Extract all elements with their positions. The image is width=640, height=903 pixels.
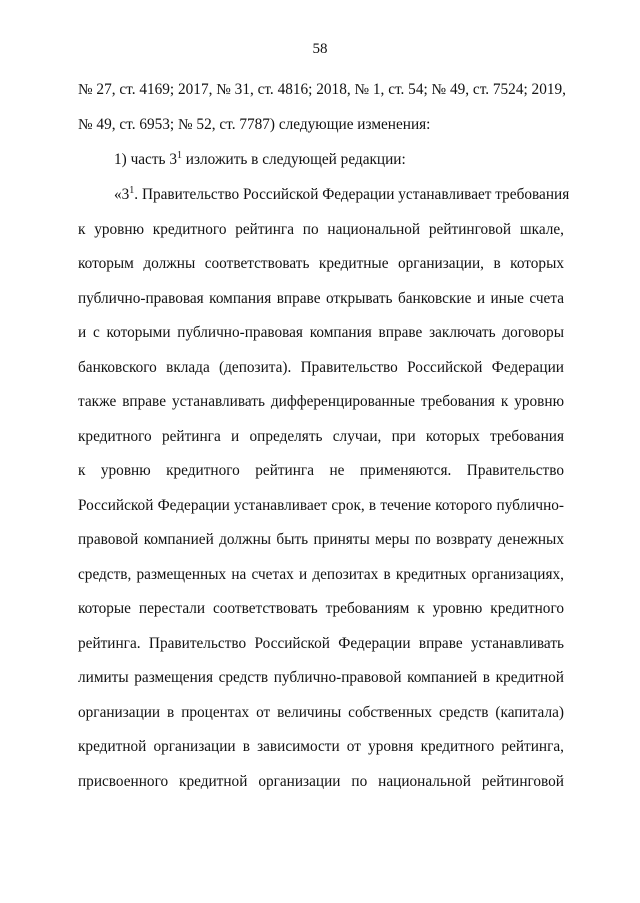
quoted-paragraph-start (114, 184, 570, 205)
text-line: также вправе устанавливать дифференцированные требования к уровню (78, 393, 564, 410)
text-line: и с которыми публично-правовая компания вправе заключать договоры (78, 324, 564, 341)
page-number: 58 (312, 41, 328, 57)
superscript: 1 (176, 149, 182, 161)
text-line: которые перестали соответствовать требованиям к уровню кредитного (78, 600, 564, 617)
text-line: банковского вклада (депозита). Правительство Российской Федерации (78, 359, 564, 376)
text-line: которым должны соответствовать кредитные организации, в которых (78, 255, 564, 272)
text-line: № 49, ст. 6953; № 52, ст. 7787) следующие изменения: (78, 116, 431, 133)
text-line: рейтинга. Правительство Российской Федерации вправе устанавливать (78, 635, 564, 652)
text-line: правовой компанией должны быть приняты меры по возврату денежных (78, 531, 564, 548)
text-line: лимиты размещения средств публично-правовой компанией в кредитной (78, 669, 564, 686)
text-line: организации в процентах от величины собственных средств (капитала) (78, 704, 564, 721)
text-span: 1) часть 3 (114, 151, 177, 168)
text-line: присвоенного кредитной организации по национальной рейтинговой (78, 773, 564, 790)
text-span: изложить в следующей редакции: (181, 151, 406, 168)
text-line: № 27, ст. 4169; 2017, № 31, ст. 4816; 2018, № 1, ст. 54; № 49, ст. 7524; 2019, (78, 81, 566, 98)
text-line: к уровню кредитного рейтинга не применяются. Правительство (78, 462, 564, 479)
text-span: «3 (114, 186, 130, 203)
text-span: . Правительство Российской Федерации устанавливает требования (134, 186, 570, 203)
text-line: средств, размещенных на счетах и депозитах в кредитных организациях, (78, 566, 564, 583)
text-line: Российской Федерации устанавливает срок, в течение которого публично- (78, 497, 564, 514)
text-line: кредитной организации в зависимости от уровня кредитного рейтинга, (78, 738, 564, 755)
text-line: кредитного рейтинга и определять случаи, при которых требования (78, 428, 564, 445)
superscript: 1 (129, 184, 135, 196)
text-line: публично-правовая компания вправе открывать банковские и иные счета (78, 290, 564, 307)
text-line: к уровню кредитного рейтинга по национальной рейтинговой шкале, (78, 221, 564, 238)
list-item-heading (114, 150, 564, 170)
